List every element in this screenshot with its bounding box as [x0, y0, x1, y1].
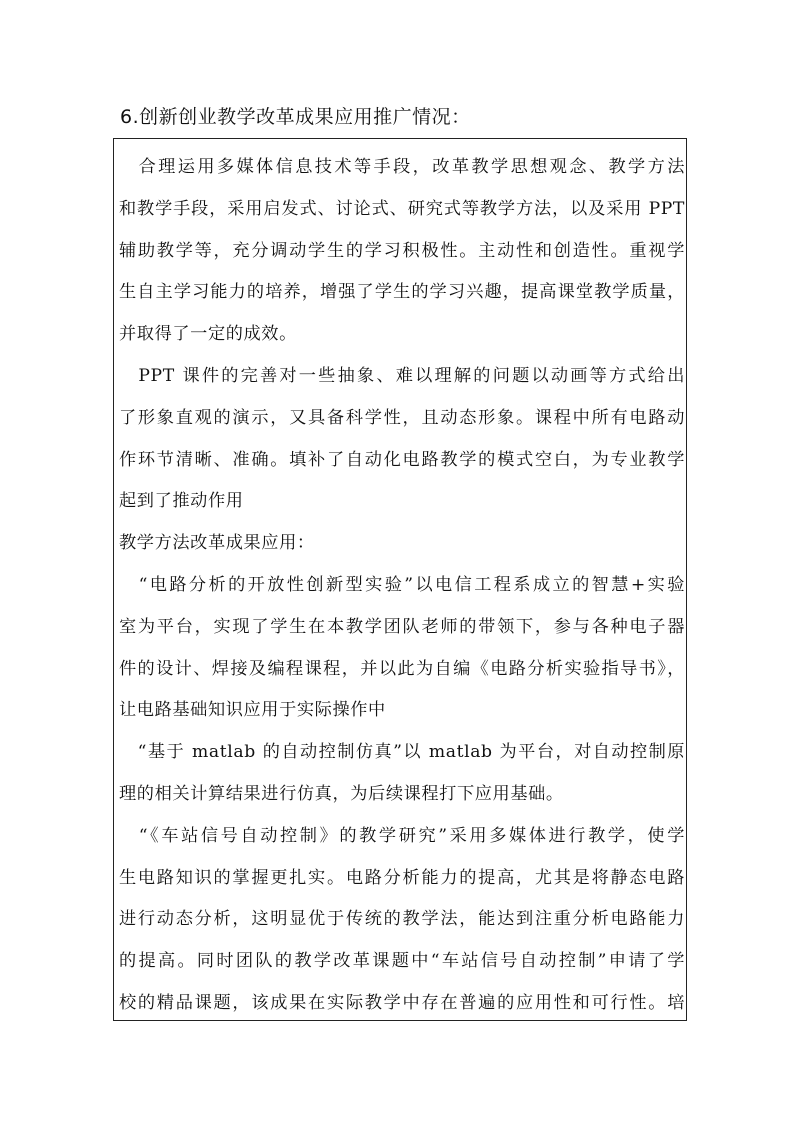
- text-line: 生电路知识的掌握更扎实。电路分析能力的提高，尤其是将静态电路: [119, 867, 685, 888]
- text-line: “电路分析的开放性创新型实验”以电信工程系成立的智慧+实验: [119, 574, 685, 595]
- text-line: “基于 matlab 的自动控制仿真”以 matlab 为平台，对自动控制原: [119, 742, 685, 763]
- text-line: 合理运用多媒体信息技术等手段，改革教学思想观念、教学方法: [119, 157, 685, 177]
- text-line: 校的精品课题，该成果在实际教学中存在普遍的应用性和可行性。培: [119, 992, 685, 1013]
- text-line: 和教学手段，采用启发式、讨论式、研究式等教学方法，以及采用 PPT: [119, 198, 685, 219]
- text-line: 并取得了一定的成效。: [119, 324, 297, 345]
- body-text: [119, 147, 685, 1021]
- content-box: [113, 138, 687, 1021]
- text-line: 起到了推动作用: [119, 491, 244, 512]
- text-line: 辅助教学等，充分调动学生的学习积极性。主动性和创造性。重视学: [119, 240, 685, 261]
- section-heading: 6.创新创业教学改革成果应用推广情况：: [120, 106, 471, 128]
- text-line: 作环节清晰、准确。填补了自动化电路教学的模式空白，为专业教学: [119, 449, 685, 470]
- text-line: 生自主学习能力的培养，增强了学生的学习兴趣，提高课堂教学质量，: [119, 282, 685, 303]
- text-line: 室为平台，实现了学生在本教学团队老师的带领下，参与各种电子器: [119, 616, 685, 637]
- text-line: “《车站信号自动控制》的教学研究”采用多媒体进行教学，使学: [119, 825, 685, 846]
- text-line: 的提高。同时团队的教学改革课题中“车站信号自动控制”申请了学: [119, 951, 685, 972]
- text-line: 理的相关计算结果进行仿真，为后续课程打下应用基础。: [119, 783, 564, 804]
- text-line: 了形象直观的演示，又具备科学性，且动态形象。课程中所有电路动: [119, 407, 685, 428]
- text-line: PPT 课件的完善对一些抽象、难以理解的问题以动画等方式给出: [119, 365, 685, 386]
- text-line: 进行动态分析，这明显优于传统的教学法，能达到注重分析电路能力: [119, 909, 685, 930]
- text-line: 让电路基础知识应用于实际操作中: [119, 700, 386, 721]
- text-line: 件的设计、焊接及编程课程，并以此为自编《电路分析实验指导书》，: [119, 658, 685, 679]
- text-line: 教学方法改革成果应用：: [119, 533, 315, 554]
